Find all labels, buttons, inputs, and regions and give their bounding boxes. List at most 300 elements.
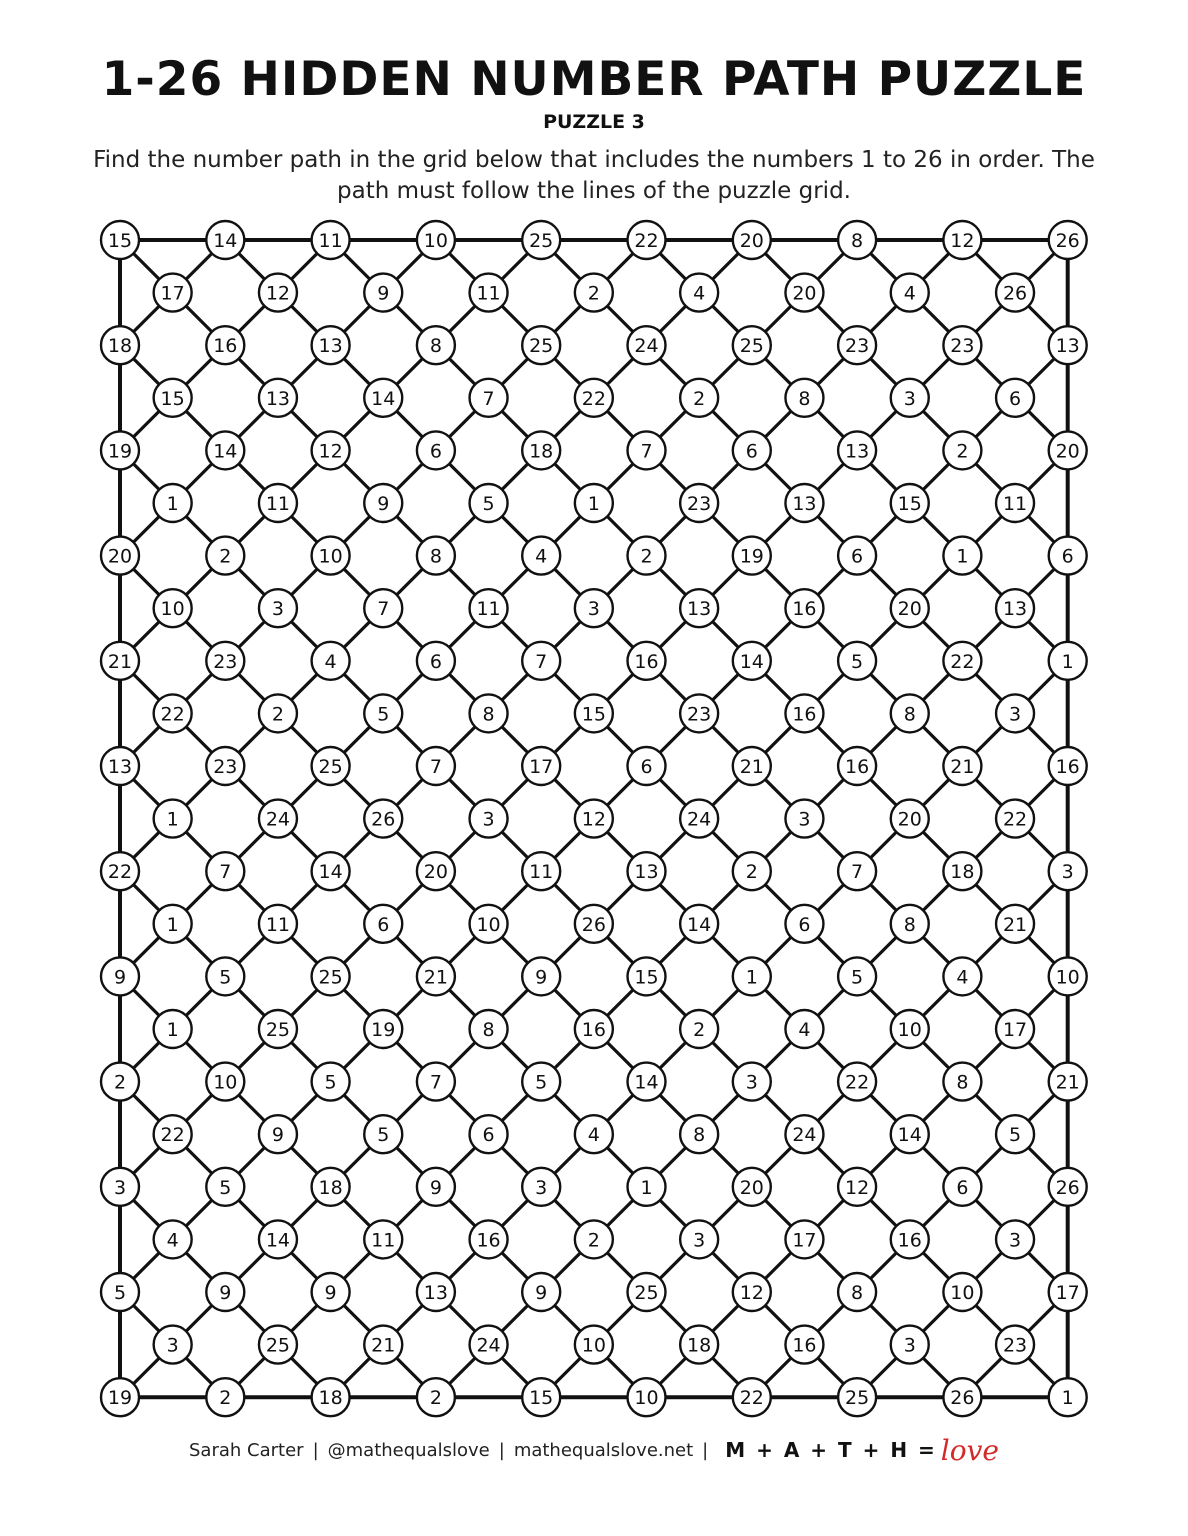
number-label: 19 — [371, 1019, 396, 1041]
number-label: 18 — [318, 1176, 343, 1199]
number-label: 16 — [897, 1229, 922, 1252]
number-label: 1 — [1061, 1387, 1074, 1410]
number-label: 24 — [476, 1334, 501, 1357]
number-label: 2 — [429, 1387, 442, 1410]
number-label: 9 — [377, 282, 390, 305]
grid-node — [154, 905, 192, 943]
grid-node — [522, 1378, 560, 1416]
grid-node — [101, 431, 139, 469]
number-label: 16 — [634, 650, 659, 673]
grid-node — [101, 326, 139, 364]
number-label: 4 — [324, 650, 337, 673]
footer-separator: | — [498, 1439, 505, 1461]
grid-node — [785, 694, 823, 732]
grid-node — [206, 1378, 244, 1416]
grid-node — [470, 1115, 508, 1153]
number-label: 7 — [429, 1071, 442, 1094]
number-label: 25 — [265, 1019, 291, 1041]
number-label: 23 — [213, 756, 238, 778]
grid-node — [470, 274, 508, 312]
grid-node — [680, 1010, 718, 1048]
grid-node — [943, 1063, 981, 1101]
grid-node — [312, 221, 350, 259]
grid-node — [575, 694, 613, 732]
number-label: 5 — [219, 1176, 232, 1199]
number-label: 1 — [166, 808, 179, 831]
grid-node — [312, 642, 350, 680]
number-label: 17 — [792, 1229, 817, 1252]
grid-node — [522, 957, 560, 995]
number-label: 26 — [1055, 230, 1080, 252]
grid-node — [628, 957, 666, 995]
number-label: 16 — [1055, 756, 1080, 778]
number-label: 26 — [1002, 282, 1028, 305]
grid-node — [575, 484, 613, 522]
grid-node — [364, 274, 402, 312]
grid-node — [364, 484, 402, 522]
grid-node — [522, 1063, 560, 1101]
number-label: 10 — [160, 598, 185, 621]
number-label: 13 — [1055, 335, 1080, 358]
number-label: 14 — [265, 1229, 291, 1252]
grid-node — [785, 379, 823, 417]
number-label: 14 — [318, 861, 343, 884]
number-label: 24 — [687, 808, 712, 831]
grid-node — [733, 431, 771, 469]
grid-node — [522, 431, 560, 469]
number-label: 26 — [371, 808, 396, 831]
number-label: 11 — [1002, 493, 1028, 515]
grid-node — [575, 379, 613, 417]
grid-node — [996, 379, 1034, 417]
grid-node — [522, 852, 560, 890]
number-label: 3 — [113, 1176, 127, 1199]
instructions-text: Find the number path in the grid below that includes the numbers 1 to 26 in order. The path must follow the lines of the puzzle grid. — [93, 147, 1095, 204]
grid-node — [996, 694, 1034, 732]
grid-node — [206, 326, 244, 364]
number-label: 18 — [318, 1387, 343, 1410]
grid-node — [785, 905, 823, 943]
grid-node — [417, 537, 455, 575]
number-label: 16 — [792, 703, 817, 726]
number-label: 8 — [903, 703, 916, 726]
number-label: 8 — [851, 1282, 864, 1304]
number-label: 9 — [113, 966, 127, 989]
grid-node — [522, 326, 560, 364]
grid-node — [206, 852, 244, 890]
grid-node — [470, 905, 508, 943]
number-label: 6 — [640, 756, 653, 778]
grid-node — [206, 537, 244, 575]
number-label: 22 — [950, 650, 975, 673]
grid-node — [417, 1063, 455, 1101]
number-label: 15 — [581, 703, 606, 726]
grid-node — [522, 537, 560, 575]
number-label: 23 — [687, 493, 712, 515]
grid-node — [101, 957, 139, 995]
number-label: 5 — [482, 493, 495, 515]
number-label: 20 — [739, 1176, 764, 1199]
grid-node — [259, 274, 297, 312]
grid-node — [680, 905, 718, 943]
number-label: 5 — [377, 1124, 390, 1147]
grid-node — [154, 800, 192, 838]
grid-node — [364, 800, 402, 838]
grid-node — [470, 484, 508, 522]
number-label: 14 — [213, 230, 238, 252]
grid-node — [101, 1168, 139, 1206]
number-label: 11 — [318, 230, 343, 252]
grid-node — [575, 274, 613, 312]
number-label: 8 — [903, 913, 916, 936]
grid-node — [364, 905, 402, 943]
number-label: 3 — [1061, 861, 1074, 884]
grid-node — [891, 1010, 929, 1048]
number-label: 18 — [950, 861, 975, 884]
grid-node — [101, 1063, 139, 1101]
grid-node — [996, 800, 1034, 838]
number-label: 2 — [693, 387, 706, 410]
grid-node — [733, 1273, 771, 1311]
number-label: 25 — [845, 1387, 870, 1410]
number-label: 9 — [219, 1282, 232, 1304]
number-label: 25 — [265, 1334, 291, 1357]
number-label: 17 — [1002, 1019, 1028, 1041]
number-label: 2 — [587, 282, 600, 305]
grid-node — [891, 379, 929, 417]
number-label: 5 — [113, 1282, 127, 1304]
number-label: 14 — [371, 387, 396, 410]
number-label: 17 — [529, 756, 554, 778]
number-label: 3 — [587, 598, 600, 621]
footer-separator: | — [312, 1439, 319, 1461]
number-label: 25 — [634, 1282, 659, 1304]
grid-node — [628, 537, 666, 575]
number-label: 5 — [219, 966, 232, 989]
number-label: 9 — [324, 1282, 337, 1304]
grid-node — [891, 1326, 929, 1364]
grid-node — [1049, 1168, 1087, 1206]
number-label: 24 — [265, 808, 291, 831]
number-label: 4 — [956, 966, 969, 989]
number-label: 2 — [219, 545, 232, 568]
grid-node — [259, 1326, 297, 1364]
grid-node — [838, 431, 876, 469]
number-label: 10 — [1055, 966, 1080, 989]
grid-node — [996, 1115, 1034, 1153]
grid-node — [785, 800, 823, 838]
grid-node — [1049, 326, 1087, 364]
grid-node — [891, 694, 929, 732]
grid-node — [154, 589, 192, 627]
grid-node — [838, 1273, 876, 1311]
number-label: 7 — [429, 756, 442, 778]
number-label: 13 — [423, 1282, 448, 1304]
grid-node — [575, 1010, 613, 1048]
number-label: 19 — [739, 545, 764, 568]
grid-node — [733, 1378, 771, 1416]
number-label: 25 — [529, 230, 554, 252]
number-label: 3 — [482, 808, 495, 831]
grid-node — [891, 274, 929, 312]
grid-node — [943, 537, 981, 575]
grid-node — [312, 326, 350, 364]
grid-node — [1049, 957, 1087, 995]
number-label: 1 — [956, 545, 969, 568]
grid-node — [522, 747, 560, 785]
grid-node — [575, 800, 613, 838]
grid-node — [1049, 1273, 1087, 1311]
grid-node — [996, 1326, 1034, 1364]
grid-node — [417, 431, 455, 469]
number-label: 21 — [1002, 913, 1028, 936]
number-label: 23 — [213, 650, 238, 673]
grid-node — [680, 1326, 718, 1364]
number-label: 1 — [1061, 650, 1074, 673]
number-label: 10 — [581, 1334, 606, 1357]
grid-node — [996, 274, 1034, 312]
number-label: 5 — [377, 703, 390, 726]
number-label: 3 — [1009, 703, 1022, 726]
grid-node — [259, 694, 297, 732]
number-label: 25 — [318, 966, 343, 989]
grid-node — [312, 537, 350, 575]
number-label: 21 — [950, 756, 975, 778]
number-label: 12 — [950, 230, 975, 252]
grid-node — [891, 1220, 929, 1258]
grid-node — [417, 1378, 455, 1416]
number-label: 12 — [739, 1282, 764, 1304]
grid-node — [943, 431, 981, 469]
number-label: 12 — [318, 440, 343, 463]
number-label: 14 — [687, 913, 712, 936]
number-label: 23 — [950, 335, 975, 358]
grid-node — [470, 694, 508, 732]
number-label: 2 — [587, 1229, 600, 1252]
grid-node — [470, 1220, 508, 1258]
number-label: 16 — [845, 756, 870, 778]
grid-node — [575, 1326, 613, 1364]
grid-node — [364, 694, 402, 732]
grid-node — [312, 1063, 350, 1101]
grid-node — [628, 431, 666, 469]
grid-node — [1049, 431, 1087, 469]
grid-node — [206, 431, 244, 469]
grid-node — [891, 905, 929, 943]
number-label: 13 — [845, 440, 870, 463]
grid-node — [785, 1326, 823, 1364]
number-label: 1 — [166, 493, 179, 515]
number-label: 2 — [956, 440, 969, 463]
grid-node — [785, 589, 823, 627]
number-label: 20 — [792, 282, 817, 305]
number-label: 14 — [897, 1124, 922, 1147]
grid-node — [259, 379, 297, 417]
number-label: 21 — [739, 756, 764, 778]
grid-node — [628, 326, 666, 364]
grid-node — [996, 1010, 1034, 1048]
number-label: 16 — [476, 1229, 501, 1252]
grid-node — [838, 747, 876, 785]
grid-node — [206, 1168, 244, 1206]
number-label: 11 — [529, 861, 554, 884]
grid-node — [785, 1010, 823, 1048]
number-label: 1 — [587, 493, 600, 515]
number-label: 3 — [745, 1071, 758, 1094]
grid-node — [838, 642, 876, 680]
number-label: 1 — [166, 913, 179, 936]
number-label: 11 — [371, 1229, 396, 1252]
grid-node — [733, 957, 771, 995]
number-label: 20 — [1055, 440, 1080, 463]
number-label: 11 — [476, 282, 501, 305]
number-label: 3 — [798, 808, 811, 831]
grid-node — [838, 537, 876, 575]
number-label: 4 — [798, 1019, 811, 1041]
grid-node — [628, 1063, 666, 1101]
grid-node — [470, 1326, 508, 1364]
number-label: 7 — [640, 440, 653, 463]
grid-node — [680, 274, 718, 312]
grid-node — [1049, 221, 1087, 259]
number-label: 6 — [745, 440, 758, 463]
number-label: 22 — [160, 703, 185, 726]
number-label: 6 — [429, 650, 442, 673]
number-label: 8 — [693, 1124, 706, 1147]
grid-node — [943, 221, 981, 259]
grid-node — [259, 1010, 297, 1048]
grid-node — [206, 642, 244, 680]
number-label: 23 — [845, 335, 870, 358]
grid-node — [733, 1168, 771, 1206]
grid-node — [154, 379, 192, 417]
number-label: 14 — [739, 650, 764, 673]
grid-node — [996, 484, 1034, 522]
number-label: 17 — [160, 282, 185, 305]
grid-node — [680, 694, 718, 732]
number-label: 6 — [1061, 545, 1074, 568]
number-label: 18 — [529, 440, 554, 463]
number-label: 2 — [745, 861, 758, 884]
number-label: 9 — [429, 1176, 442, 1199]
number-label: 16 — [792, 1334, 817, 1357]
number-label: 10 — [634, 1387, 659, 1410]
grid-node — [312, 431, 350, 469]
number-label: 22 — [1002, 808, 1028, 831]
number-label: 12 — [265, 282, 291, 305]
number-label: 15 — [160, 387, 185, 410]
number-label: 3 — [693, 1229, 706, 1252]
number-label: 24 — [792, 1124, 817, 1147]
number-label: 22 — [581, 387, 606, 410]
number-label: 8 — [482, 1019, 495, 1041]
grid-node — [154, 694, 192, 732]
grid-node — [364, 1010, 402, 1048]
grid-node — [154, 1220, 192, 1258]
grid-node — [733, 326, 771, 364]
grid-node — [943, 747, 981, 785]
number-label: 21 — [423, 966, 448, 989]
grid-node — [101, 852, 139, 890]
number-label: 20 — [897, 598, 922, 621]
grid-node — [522, 1273, 560, 1311]
number-label: 9 — [271, 1124, 284, 1147]
grid-node — [1049, 747, 1087, 785]
number-label: 11 — [265, 493, 291, 515]
number-label: 13 — [107, 756, 133, 778]
number-label: 10 — [950, 1282, 975, 1304]
brand-logo: M + A + T + H = — [725, 1438, 937, 1462]
grid-node — [996, 1220, 1034, 1258]
grid-node — [417, 1168, 455, 1206]
number-label: 5 — [851, 966, 864, 989]
grid-node — [891, 589, 929, 627]
grid-node — [733, 642, 771, 680]
number-label: 18 — [107, 335, 133, 358]
number-label: 25 — [318, 756, 343, 778]
number-label: 5 — [1009, 1124, 1022, 1147]
grid-node — [522, 221, 560, 259]
grid-node — [154, 1010, 192, 1048]
number-label: 19 — [107, 1387, 133, 1410]
number-label: 26 — [950, 1387, 975, 1410]
number-label: 11 — [476, 598, 501, 621]
grid-node — [312, 1378, 350, 1416]
grid-node — [101, 642, 139, 680]
grid-node — [1049, 1378, 1087, 1416]
grid-node — [417, 747, 455, 785]
number-label: 14 — [634, 1071, 659, 1094]
number-label: 8 — [429, 335, 442, 358]
grid-node — [838, 957, 876, 995]
number-label: 25 — [529, 335, 554, 358]
number-label: 5 — [324, 1071, 337, 1094]
grid-node — [628, 1168, 666, 1206]
grid-node — [628, 642, 666, 680]
number-label: 3 — [166, 1334, 179, 1357]
number-label: 3 — [535, 1176, 548, 1199]
grid-node — [259, 905, 297, 943]
number-label: 5 — [535, 1071, 548, 1094]
grid-node — [891, 484, 929, 522]
number-label: 15 — [897, 493, 922, 515]
number-label: 14 — [213, 440, 238, 463]
grid-node — [628, 852, 666, 890]
grid-node — [417, 1273, 455, 1311]
grid-node — [628, 747, 666, 785]
number-label: 10 — [897, 1019, 922, 1041]
number-label: 3 — [903, 1334, 916, 1357]
website-link: mathequalslove.net — [513, 1439, 694, 1461]
grid-node — [312, 957, 350, 995]
grid-node — [785, 1115, 823, 1153]
grid-node — [575, 1220, 613, 1258]
grid-node — [470, 800, 508, 838]
grid-node — [733, 537, 771, 575]
grid-node — [154, 1115, 192, 1153]
grid-node — [838, 1168, 876, 1206]
number-label: 16 — [581, 1019, 606, 1041]
number-label: 10 — [318, 545, 343, 568]
grid-node — [417, 642, 455, 680]
grid-node — [259, 1115, 297, 1153]
number-label: 4 — [535, 545, 548, 568]
number-label: 13 — [792, 493, 817, 515]
number-label: 20 — [423, 861, 448, 884]
number-label: 16 — [792, 598, 817, 621]
number-label: 22 — [107, 861, 133, 884]
grid-node — [838, 1063, 876, 1101]
